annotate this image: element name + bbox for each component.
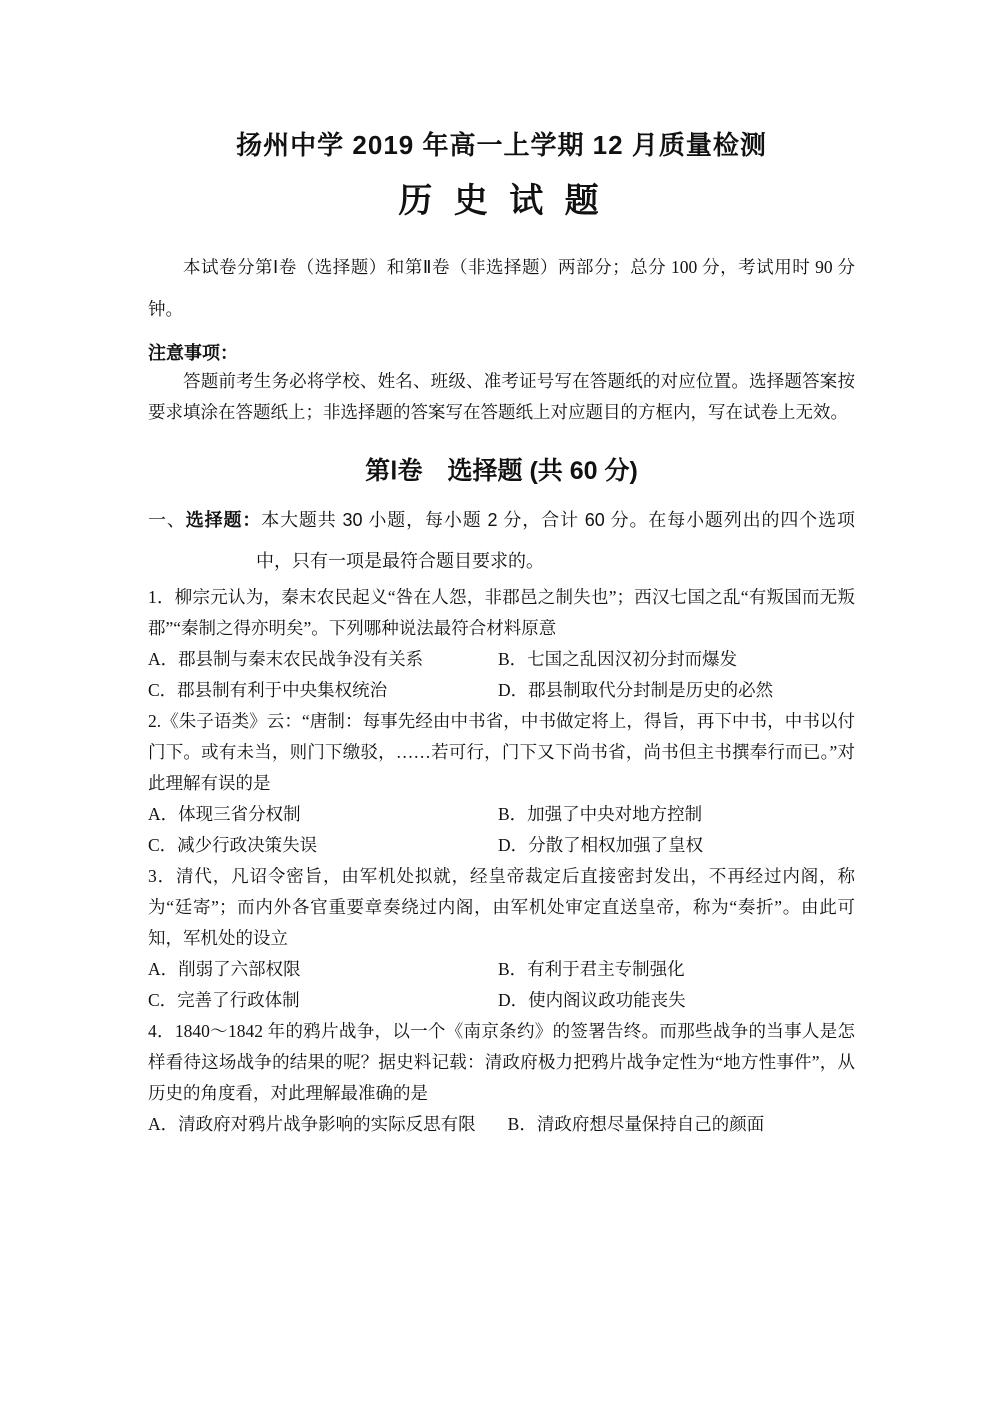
question-1 (148, 582, 855, 706)
question-1-option-b: B．七国之乱因汉初分封而爆发 (498, 649, 738, 669)
question-4-options (148, 1109, 855, 1140)
question-3-stem: 3．清代，凡诏令密旨，由军机处拟就，经皇帝裁定后直接密封发出，不再经过内阁，称为“廷寄”；而内外各官重要章奏绕过内阁，由军机处审定直送皇帝，称为“奏折”。由此可知，军机处的设立 (148, 866, 855, 948)
question-3-option-b: B．有利于君主专制强化 (498, 959, 685, 979)
question-2-stem: 2.《朱子语类》云：“唐制：每事先经由中书省，中书做定将上，得旨，再下中书，中书以付门下。或有未当，则门下缴驳，……若可行，门下又下尚书省，尚书但主书撰奉行而已。”对此理解有误的是 (148, 711, 855, 793)
question-3-option-d: D．使内阁议政功能丧失 (498, 990, 686, 1010)
question-4-stem: 4．1840～1842 年的鸦片战争，以一个《南京条约》的签署告终。而那些战争的当事人是怎样看待这场战争的结果的呢？据史料记载：清政府极力把鸦片战争定性为“地方性事件”，从历史的角度看，对此理解最准确的是 (148, 1021, 855, 1103)
mcq-instruction-number: 一、 (148, 510, 186, 530)
question-4-option-a: A．清政府对鸦片战争影响的实际反思有限 (148, 1114, 476, 1134)
question-1-option-c: C．郡县制有利于中央集权统治 (148, 680, 388, 700)
mcq-instruction-label: 选择题： (185, 510, 262, 530)
exam-title: 扬州中学 2019 年高一上学期 12 月质量检测 (236, 130, 767, 160)
exam-intro-paragraph: 本试卷分第Ⅰ卷（选择题）和第Ⅱ卷（非选择题）两部分；总分 100 分，考试用时 90 分钟。 (148, 257, 855, 319)
notice-heading: 注意事项： (148, 343, 238, 363)
question-2-option-b: B．加强了中央对地方控制 (498, 804, 703, 824)
question-2-options (148, 799, 855, 861)
question-4 (148, 1016, 855, 1140)
question-1-option-a: A．郡县制与秦末农民战争没有关系 (148, 649, 424, 669)
question-2-option-d: D．分散了相权加强了皇权 (498, 835, 704, 855)
notice-paragraph: 答题前考生务必将学校、姓名、班级、准考证号写在答题纸的对应位置。选择题答案按要求填涂在答题纸上；非选择题的答案写在答题纸上对应题目的方框内，写在试卷上无效。 (148, 371, 855, 422)
question-3-option-a: A．削弱了六部权限 (148, 959, 301, 979)
section-1-heading: 第Ⅰ卷 选择题 (共 60 分) (365, 457, 638, 485)
question-2 (148, 706, 855, 861)
question-3-option-c: C．完善了行政体制 (148, 990, 300, 1010)
question-2-option-a: A．体现三省分权制 (148, 804, 301, 824)
question-1-stem: 1．柳宗元认为，秦末农民起义“咎在人怨，非郡邑之制失也”；西汉七国之乱“有叛国而无叛郡”“秦制之得亦明矣”。下列哪种说法最符合材料原意 (148, 587, 855, 638)
question-3-options (148, 954, 855, 1016)
question-1-options (148, 644, 855, 706)
question-3 (148, 861, 855, 1016)
question-4-option-b: B．清政府想尽量保持自己的颜面 (507, 1114, 765, 1134)
mcq-instruction (148, 500, 855, 582)
question-1-option-d: D．郡县制取代分封制是历史的必然 (498, 680, 774, 700)
exam-subtitle: 历 史 试 题 (398, 182, 605, 220)
mcq-instruction-text: 本大题共 30 小题，每小题 2 分，合计 60 分。在每小题列出的四个选项中，只有一项是最符合题目要求的。 (256, 510, 855, 571)
question-2-option-c: C．减少行政决策失误 (148, 835, 318, 855)
